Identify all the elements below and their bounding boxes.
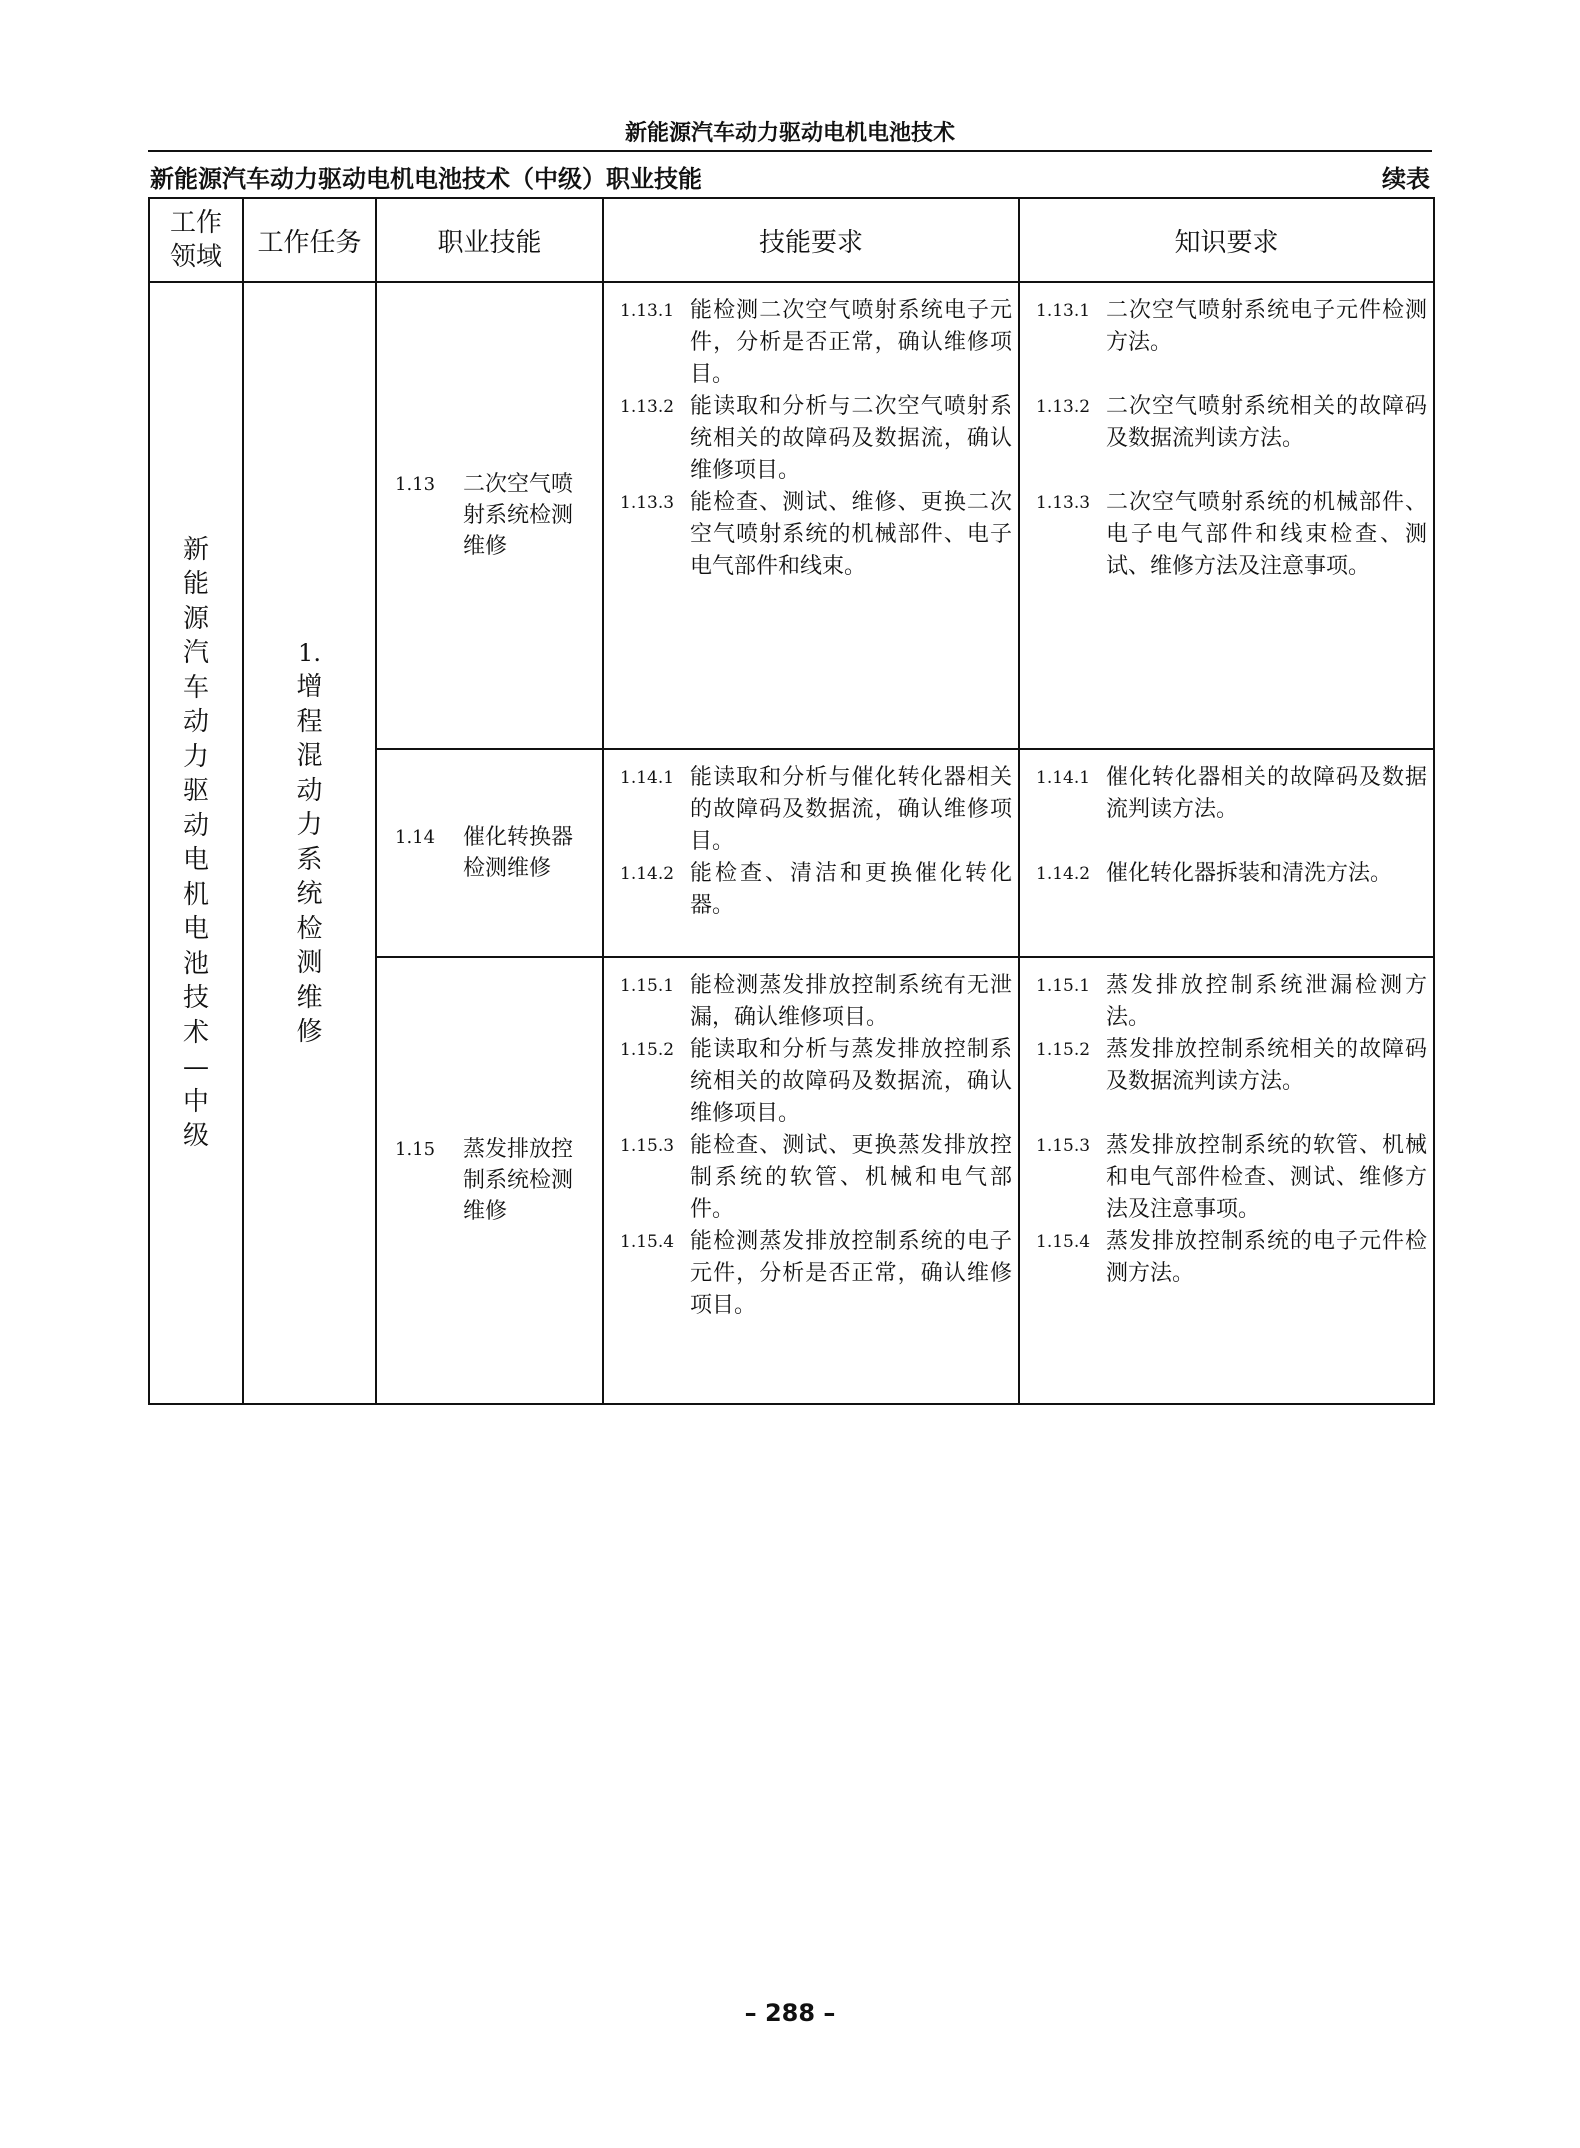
requirement-text: 能检查、清洁和更换催化转化器。 [690,861,1012,918]
knowledge-text: 二次空气喷射系统相关的故障码及数据流判读方法。 [1106,394,1427,451]
skill-cell [376,957,603,1404]
col-header-area: 工作领域 [149,198,243,282]
knowledge-requirements-cell [1019,282,1434,749]
col-header-knowledge-requirements: 知识要求 [1019,198,1434,282]
requirement-number: 1.15.3 [620,1136,675,1156]
knowledge-item [1036,1226,1427,1290]
knowledge-number: 1.14.2 [1036,864,1091,884]
requirement-text: 能检测二次空气喷射系统电子元件，分析是否正常，确认维修项目。 [690,298,1012,387]
knowledge-requirements-cell [1019,957,1434,1404]
requirement-text: 能读取和分析与二次空气喷射系统相关的故障码及数据流，确认维修项目。 [690,394,1012,483]
knowledge-text: 蒸发排放控制系统的软管、机械和电气部件检查、测试、维修方法及注意事项。 [1106,1133,1427,1222]
knowledge-text: 二次空气喷射系统的机械部件、电子电气部件和线束检查、测试、维修方法及注意事项。 [1106,490,1427,579]
requirement-text: 能读取和分析与蒸发排放控制系统相关的故障码及数据流，确认维修项目。 [690,1037,1012,1126]
page-number: – 288 – [744,1999,836,2027]
requirement-number: 1.15.4 [620,1232,675,1252]
knowledge-number: 1.15.3 [1036,1136,1091,1156]
requirement-number: 1.13.1 [620,301,675,321]
knowledge-item [1036,762,1427,826]
requirement-item [620,1226,1012,1322]
requirement-item [620,1034,1012,1130]
knowledge-number: 1.15.1 [1036,976,1091,996]
knowledge-number: 1.15.4 [1036,1232,1091,1252]
continued-label: 续表 [1382,165,1430,193]
col-header-skill-requirements: 技能要求 [603,198,1019,282]
table-header-row [149,198,1434,282]
skill-number: 1.14 [395,827,436,848]
requirement-text: 能检查、测试、维修、更换二次空气喷射系统的机械部件、电子电气部件和线束。 [690,490,1012,579]
requirement-text: 能检测蒸发排放控制系统的电子元件，分析是否正常，确认维修项目。 [690,1229,1012,1318]
knowledge-text: 蒸发排放控制系统的电子元件检测方法。 [1106,1229,1427,1286]
header-rule [148,150,1432,152]
work-area-cell [149,282,243,1404]
requirement-item [620,487,1012,583]
knowledge-requirements-cell [1019,749,1434,957]
table-row [149,282,1434,749]
work-task-cell [243,282,376,1404]
skill-name: 二次空气喷射系统检测维修 [463,472,574,559]
skill-number: 1.15 [395,1139,436,1160]
knowledge-number: 1.15.2 [1036,1040,1091,1060]
table-title: 新能源汽车动力驱动电机电池技术（中级）职业技能 [150,165,702,193]
knowledge-item [1036,1130,1427,1226]
requirement-number: 1.15.1 [620,976,675,996]
knowledge-item [1036,1034,1427,1098]
knowledge-item [1036,295,1427,359]
knowledge-item [1036,970,1427,1034]
skill-requirements-cell [603,282,1019,749]
knowledge-text: 蒸发排放控制系统相关的故障码及数据流判读方法。 [1106,1037,1427,1094]
knowledge-item [1036,487,1427,583]
requirement-text: 能读取和分析与催化转化器相关的故障码及数据流，确认维修项目。 [690,765,1012,854]
requirement-item [620,858,1012,922]
knowledge-number: 1.13.1 [1036,301,1091,321]
knowledge-text: 催化转化器相关的故障码及数据流判读方法。 [1106,765,1427,822]
skill-name: 催化转换器检测维修 [463,825,574,881]
requirement-item [620,295,1012,391]
requirement-number: 1.13.3 [620,493,675,513]
requirement-text: 能检测蒸发排放控制系统有无泄漏，确认维修项目。 [690,973,1012,1030]
col-header-task: 工作任务 [243,198,376,282]
knowledge-text: 二次空气喷射系统电子元件检测方法。 [1106,298,1427,355]
work-task-name: 增程混动力系统检测维修 [296,672,323,1048]
requirement-item [620,1130,1012,1226]
knowledge-number: 1.13.3 [1036,493,1091,513]
knowledge-text: 催化转化器拆装和清洗方法。 [1106,861,1393,886]
skill-requirements-cell [603,957,1019,1404]
skill-cell [376,749,603,957]
work-task-number: 1. [298,639,321,668]
requirement-item [620,391,1012,487]
work-area-text: 新能源汽车动力驱动电机电池技术—中级 [183,534,210,1151]
col-header-skill: 职业技能 [376,198,603,282]
skill-cell [376,282,603,749]
knowledge-number: 1.14.1 [1036,768,1091,788]
requirement-item [620,970,1012,1034]
skill-name: 蒸发排放控制系统检测维修 [463,1137,574,1224]
knowledge-text: 蒸发排放控制系统泄漏检测方法。 [1106,973,1427,1030]
knowledge-item [1036,858,1427,890]
requirement-item [620,762,1012,858]
requirement-number: 1.13.2 [620,397,675,417]
requirement-text: 能检查、测试、更换蒸发排放控制系统的软管、机械和电气部件。 [690,1133,1012,1222]
requirement-number: 1.14.2 [620,864,675,884]
requirement-number: 1.15.2 [620,1040,675,1060]
skill-number: 1.13 [395,474,436,495]
running-head: 新能源汽车动力驱动电机电池技术 [624,121,955,146]
knowledge-item [1036,391,1427,455]
skills-table [148,197,1435,1405]
knowledge-number: 1.13.2 [1036,397,1091,417]
skill-requirements-cell [603,749,1019,957]
requirement-number: 1.14.1 [620,768,675,788]
